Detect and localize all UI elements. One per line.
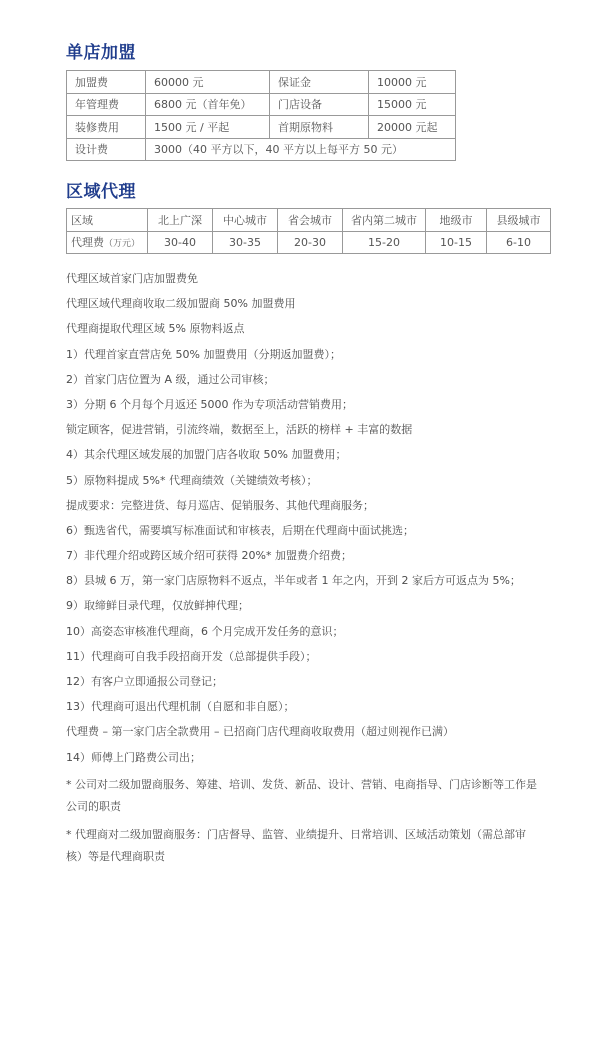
- table-header-cell: 省会城市: [278, 209, 343, 232]
- note-line: 14）师傅上门路费公司出；: [66, 750, 201, 764]
- table-cell: 保证金: [270, 71, 369, 94]
- note-line: 7）非代理介绍或跨区域介绍可获得 20%* 加盟费介绍费；: [66, 549, 352, 563]
- note-line: 代理费 – 第一家门店全款费用 – 已招商门店代理商收取费用（超过则视作已满）: [66, 725, 454, 739]
- table-cell: 15000 元: [369, 93, 456, 116]
- table-cell: 10000 元: [369, 71, 456, 94]
- table-header-row: [67, 209, 551, 232]
- table-cell: 6800 元（首年免）: [146, 93, 270, 116]
- table-header-cell: 县级城市: [487, 209, 551, 232]
- footnote: * 代理商对二级加盟商服务：门店督导、监管、业绩提升、日常培训、区域活动策划（需总部审核）等是代理商职责: [66, 827, 526, 863]
- design-fee-label: 设计费: [67, 138, 146, 161]
- document: [66, 42, 566, 874]
- fee-label-cell: [67, 231, 148, 254]
- table-cell: 1500 元 / 平起: [146, 116, 270, 139]
- note-line: 代理商提取代理区域 5% 原物料返点: [66, 322, 245, 336]
- fee-label: 代理费: [71, 236, 104, 250]
- table-cell: 20000 元起: [369, 116, 456, 139]
- table-row: [67, 231, 551, 254]
- table-header-cell: 中心城市: [213, 209, 278, 232]
- note-line: 代理区域代理商收取二级加盟商 50% 加盟费用: [66, 297, 296, 311]
- table-row: [67, 116, 456, 139]
- note-line: 8）县城 6 万，第一家门店原物料不返点，半年或者 1 年之内，开到 2 家后方可返点为 5%；: [66, 574, 521, 588]
- note-line: 13）代理商可退出代理机制（自愿和非自愿）；: [66, 700, 295, 714]
- table-cell: 首期原物料: [270, 116, 369, 139]
- note-line: 5）原物料提成 5%* 代理商绩效（关键绩效考核）；: [66, 473, 318, 487]
- note-line: 代理区域首家门店加盟费免: [66, 272, 198, 285]
- table-cell: 30-40: [148, 231, 213, 254]
- table-cell: 20-30: [278, 231, 343, 254]
- notes-list: [66, 266, 566, 868]
- table-cell: 60000 元: [146, 71, 270, 94]
- table-header-cell: 地级市: [426, 209, 487, 232]
- table-cell: 30-35: [213, 231, 278, 254]
- table-row: [67, 138, 456, 161]
- table-cell: 10-15: [426, 231, 487, 254]
- table-row: [67, 93, 456, 116]
- table-header-cell: 省内第二城市: [343, 209, 426, 232]
- single-store-title: 单店加盟: [66, 43, 136, 63]
- note-line: 9）取缔鲜目录代理，仅放鲜抻代理；: [66, 599, 249, 613]
- fee-unit: （万元）: [104, 239, 141, 250]
- table-cell: 装修费用: [67, 116, 146, 139]
- footnote: * 公司对二级加盟商服务、筹建、培训、发货、新品、设计、营销、电商指导、门店诊断等工作是公司的职责: [66, 777, 537, 813]
- note-line: 11）代理商可自我手段招商开发（总部提供手段）；: [66, 649, 317, 663]
- note-line: 12）有客户立即通报公司登记；: [66, 675, 223, 688]
- regional-agent-title: 区域代理: [66, 182, 136, 202]
- single-store-table: [66, 70, 456, 161]
- note-line: 提成要求：完整进货、每月巡店、促销服务、其他代理商服务；: [66, 498, 374, 512]
- note-line: 2）首家门店位置为 A 级，通过公司审核；: [66, 372, 275, 386]
- note-line: 1）代理首家直营店免 50% 加盟费用（分期返加盟费）；: [66, 347, 341, 361]
- note-line: 10）高姿态审核准代理商，6 个月完成开发任务的意识；: [66, 624, 344, 638]
- table-header-cell: 北上广深: [148, 209, 213, 232]
- note-line: 4）其余代理区域发展的加盟门店各收取 50% 加盟费用；: [66, 448, 347, 462]
- note-line: 3）分期 6 个月每个月返还 5000 作为专项活动营销费用；: [66, 397, 353, 411]
- table-row: [67, 71, 456, 94]
- table-cell: 加盟费: [67, 71, 146, 94]
- regional-agent-table: [66, 208, 551, 254]
- note-line: 6）甄选省代，需要填写标准面试和审核表，后期在代理商中面试挑选；: [66, 523, 414, 537]
- table-cell: 6-10: [487, 231, 551, 254]
- table-header-cell: 区域: [67, 209, 148, 232]
- design-fee-value: 3000（40 平方以下，40 平方以上每平方 50 元）: [146, 138, 456, 161]
- table-cell: 门店设备: [270, 93, 369, 116]
- table-cell: 年管理费: [67, 93, 146, 116]
- table-cell: 15-20: [343, 231, 426, 254]
- note-line: 锁定顾客，促进营销，引流终端，数据至上，活跃的榜样 + 丰富的数据: [66, 423, 413, 437]
